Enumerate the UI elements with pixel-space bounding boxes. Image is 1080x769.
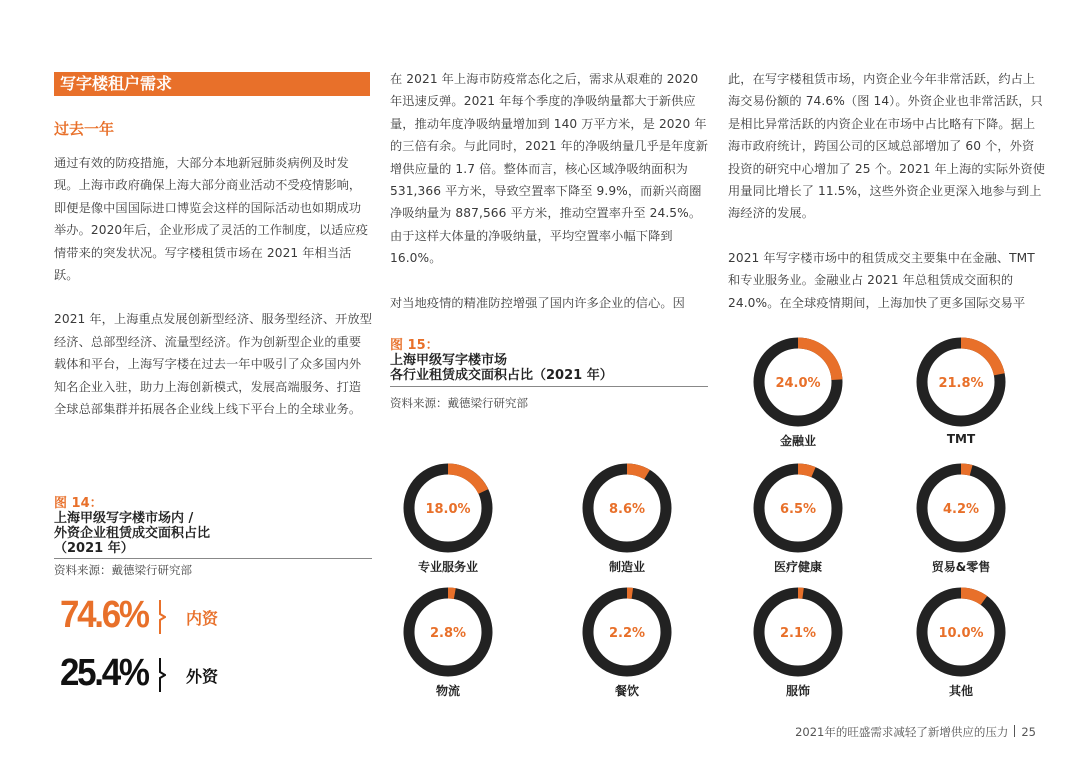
footer-separator bbox=[1014, 725, 1015, 737]
col2-paragraph-2: 对当地疫情的精准防控增强了国内许多企业的信心。因 bbox=[390, 295, 685, 310]
donut-chart-10 bbox=[913, 584, 1009, 680]
donut-category-label-3: 专业服务业 bbox=[417, 560, 478, 574]
col1-text bbox=[54, 152, 372, 420]
sub-title: 过去一年 bbox=[54, 120, 115, 138]
col3-paragraph-2: 2021 年写字楼市场中的租赁成交主要集中在金融、TMT 和专业服务业。金融业占 2021 年总租赁成交面积的 24.0%。在全球疫情期间，上海加快了更多国际交易平 bbox=[728, 250, 1035, 310]
fig15-label: 图 15： bbox=[390, 338, 439, 353]
domestic-share-value: 74.6% bbox=[60, 594, 148, 636]
fig14-title-line-2: 外资企业租赁成交面积占比 bbox=[54, 526, 211, 541]
fig15-source: 资料来源：戴德梁行研究部 bbox=[390, 396, 528, 410]
col3-paragraph-1: 此，在写字楼租赁市场，内资企业今年非常活跃，约占上海交易份额的 74.6%（图 14）。外资企业也非常活跃，只是相比异常活跃的内资企业在市场中占比略有下降。据上海市政府统计，跨国公司的区域总部增加了 60 个，外资投资的研究中心增加了 25 个。2021 年上海的实际外资使用量同比增长了 11.5%，这些外资企业更深入地参与到上海经济的发展。 bbox=[728, 72, 1046, 221]
donut-value-label-6: 4.2% bbox=[942, 502, 980, 517]
donut-category-label-6: 贸易&零售 bbox=[931, 560, 991, 574]
donut-chart-3 bbox=[400, 460, 496, 556]
col3-text bbox=[728, 68, 1046, 314]
donut-category-label-4: 制造业 bbox=[608, 560, 645, 574]
donut-3 bbox=[398, 460, 498, 575]
donut-6 bbox=[911, 460, 1011, 575]
fig14-header bbox=[54, 496, 374, 578]
fig15-title-line-1: 上海甲级写字楼市场 bbox=[390, 353, 508, 368]
footer-text: 2021年的旺盛需求减轻了新增供应的压力 bbox=[795, 725, 1009, 739]
fig14-title-line-1: 上海甲级写字楼市场内 / bbox=[54, 511, 194, 526]
donut-category-label-10: 其他 bbox=[948, 684, 973, 698]
donut-5 bbox=[748, 460, 848, 575]
col2-paragraph-1: 在 2021 年上海市防疫常态化之后，需求从艰难的 2020 年迅速反弹。2021 年每个季度的净吸纳量都大于新供应量，推动年度净吸纳量增加到 140 万平方米，是 2020 年的三倍有余。与此同时，2021 年的净吸纳量几乎是年度新增供应量的 1.7 倍。整体而言，核心区域净吸纳面积为 531,366 平方米，导致空置率下降至 9.9%，而新兴商圈净吸纳量为 887,566 平方米，推动空置率升至 24.5%。由于这样大体量的净吸纳量，平均空置率小幅下降到 16.0%。 bbox=[390, 72, 709, 266]
page-footer bbox=[795, 724, 1036, 740]
fig14-label: 图 14： bbox=[54, 496, 103, 511]
donut-category-label-7: 物流 bbox=[435, 684, 460, 698]
donut-chart-5 bbox=[750, 460, 846, 556]
donut-chart-4 bbox=[579, 460, 675, 556]
donut-7 bbox=[398, 584, 498, 699]
donut-value-label-8: 2.2% bbox=[608, 626, 646, 641]
donut-category-label-1: 金融业 bbox=[779, 434, 816, 448]
donut-chart-1 bbox=[750, 334, 846, 430]
fig15-title-line-2: 各行业租赁成交面积占比（2021 年） bbox=[390, 368, 613, 383]
fig15-header bbox=[390, 338, 708, 411]
domestic-bracket-icon bbox=[158, 600, 166, 634]
donut-category-label-2: TMT bbox=[946, 432, 976, 446]
donut-category-label-8: 餐饮 bbox=[614, 684, 639, 698]
fig15-divider bbox=[390, 386, 708, 387]
donut-10 bbox=[911, 584, 1011, 699]
donut-9 bbox=[748, 584, 848, 699]
donut-value-label-5: 6.5% bbox=[779, 502, 817, 517]
page-number: 25 bbox=[1021, 725, 1036, 739]
fig14-title-line-3: （2021 年） bbox=[54, 541, 134, 556]
donut-value-label-2: 21.8% bbox=[938, 376, 984, 391]
donut-chart-9 bbox=[750, 584, 846, 680]
donut-chart-7 bbox=[400, 584, 496, 680]
col1-paragraph-1: 通过有效的防疫措施，大部分本地新冠肺炎病例及时发现。上海市政府确保上海大部分商业活动不受疫情影响，即便是像中国国际进口博览会这样的国际活动也如期成功举办。2020年后，企业形成了灵活的工作制度，以适应疫情带来的突发状况。写字楼租赁市场在 2021 年相当活跃。 bbox=[54, 156, 369, 283]
donut-value-label-9: 2.1% bbox=[779, 626, 817, 641]
donut-chart-8 bbox=[579, 584, 675, 680]
donut-category-label-9: 服饰 bbox=[785, 684, 810, 698]
donut-value-label-3: 18.0% bbox=[425, 502, 471, 517]
donut-value-label-1: 24.0% bbox=[775, 376, 821, 391]
fig14-divider bbox=[54, 558, 372, 559]
foreign-share-label: 外资 bbox=[186, 667, 219, 686]
donut-8 bbox=[577, 584, 677, 699]
donut-value-label-4: 8.6% bbox=[608, 502, 646, 517]
donut-value-label-10: 10.0% bbox=[938, 626, 984, 641]
domestic-share-label: 内资 bbox=[186, 609, 219, 628]
donut-2 bbox=[911, 334, 1011, 446]
donut-1 bbox=[748, 334, 848, 449]
fig14-source: 资料来源：戴德梁行研究部 bbox=[54, 563, 192, 577]
section-title: 写字楼租户需求 bbox=[54, 72, 370, 96]
donut-value-label-7: 2.8% bbox=[429, 626, 467, 641]
donut-4 bbox=[577, 460, 677, 575]
foreign-share-value: 25.4% bbox=[60, 652, 148, 694]
col1-paragraph-2: 2021 年，上海重点发展创新型经济、服务型经济、开放型经济、总部型经济、流量型经济。作为创新型企业的重要载体和平台，上海写字楼在过去一年中吸引了众多国内外知名企业入驻，助力上海创新模式，发展高端服务、打造全球总部集群并拓展各企业线上线下平台上的全球业务。 bbox=[54, 312, 373, 417]
col2-text bbox=[390, 68, 708, 314]
donut-chart-6 bbox=[913, 460, 1009, 556]
donut-chart-2 bbox=[913, 334, 1009, 430]
foreign-bracket-icon bbox=[158, 658, 166, 692]
donut-category-label-5: 医疗健康 bbox=[773, 560, 822, 574]
